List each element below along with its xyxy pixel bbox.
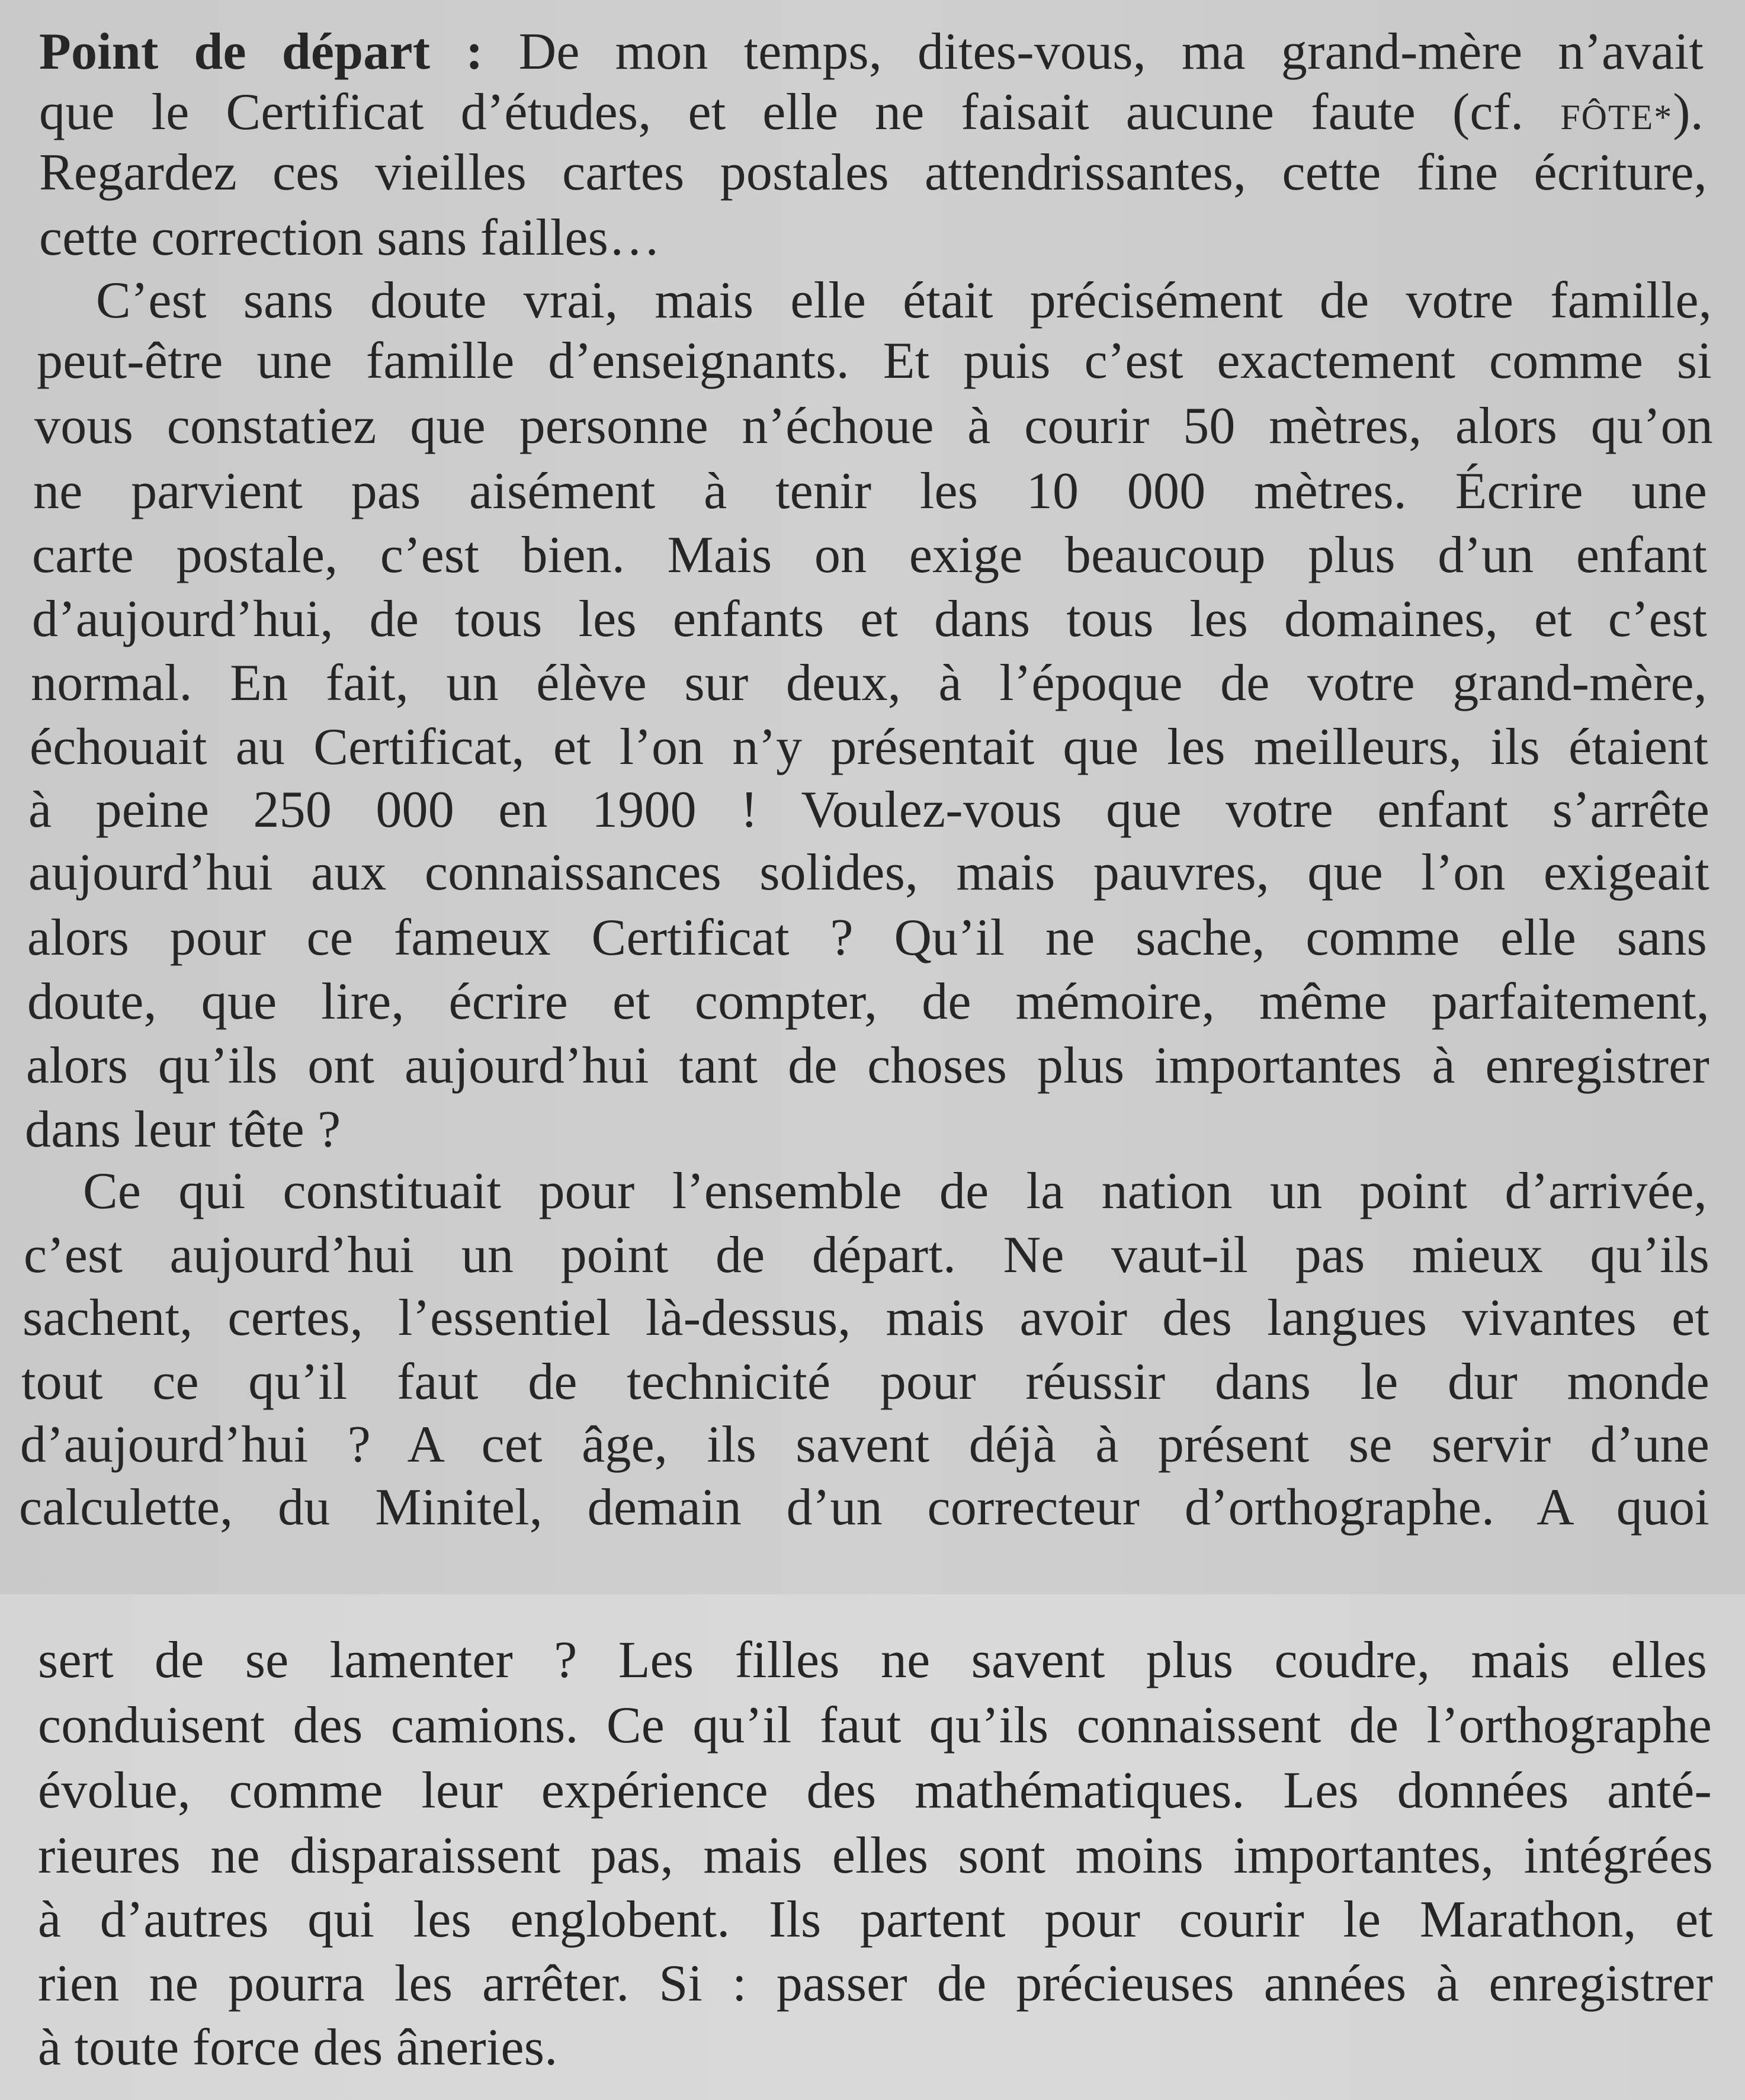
line-text: aujourd’hui aux connaissances solides, mais pauvres, que l’on exigeait [28, 844, 1709, 901]
line-text: vous constatiez que personne n’échoue à courir 50 mètres, alors qu’on [34, 397, 1713, 455]
line-text: cette correction sans failles… [39, 209, 661, 266]
line-text: doute, que lire, écrire et compter, de mémoire, même parfaitement, [27, 973, 1709, 1030]
text-line [0, 462, 1745, 521]
line-text: sachent, certes, l’essentiel là-dessus, mais avoir des langues vivantes et [23, 1289, 1709, 1347]
line-text: ). [1673, 84, 1704, 141]
text-line [0, 781, 1745, 840]
line-text: rieures ne disparaissent pas, mais elles sont moins importantes, intégrées [38, 1827, 1713, 1884]
line-text: échouait au Certificat, et l’on n’y présentait que les meilleurs, ils étaient [30, 718, 1708, 776]
cross-reference: FÔTE* [1560, 98, 1673, 137]
text-line [0, 1696, 1745, 1755]
text-line [0, 397, 1745, 456]
text-line [0, 1289, 1745, 1348]
line-text: C’est sans doute vrai, mais elle était précisément de votre famille, [96, 272, 1712, 329]
line-text: Regardez ces vieilles cartes postales attendrissantes, cette fine écriture, [39, 144, 1707, 201]
line-text: que le Certificat d’études, et elle ne faisait aucune faute (cf. [39, 84, 1561, 141]
text-line [0, 1100, 1745, 1160]
page-lower-section [0, 1594, 1745, 2100]
text-line [0, 908, 1745, 968]
line-text: conduisent des camions. Ce qu’il faut qu’ils connaissent de l’orthographe [38, 1697, 1712, 1754]
text-line [0, 1954, 1745, 2014]
line-text: calculette, du Minitel, demain d’un correcteur d’orthographe. A quoi [19, 1479, 1709, 1536]
text-line [0, 718, 1745, 777]
line-text: peut-être une famille d’enseignants. Et puis c’est exactement comme si [37, 332, 1712, 390]
text-line [0, 271, 1745, 330]
line-text: tout ce qu’il faut de technicité pour réussir dans le dur monde [21, 1353, 1709, 1411]
text-line [0, 2018, 1745, 2077]
line-text: c’est aujourd’hui un point de départ. Ne vaut-il pas mieux qu’ils [24, 1226, 1709, 1284]
line-text: d’aujourd’hui ? A cet âge, ils savent déjà à présent se servir d’une [20, 1416, 1709, 1473]
text-line [0, 843, 1745, 903]
lead-heading: Point de départ : [39, 23, 483, 81]
text-line [0, 972, 1745, 1032]
text-line [0, 1036, 1745, 1096]
text-line [0, 1631, 1745, 1690]
text-line [0, 23, 1745, 82]
text-line [0, 526, 1745, 585]
text-line [0, 1162, 1745, 1221]
line-text: dans leur tête ? [25, 1101, 341, 1158]
line-text: rien ne pourra les arrêter. Si : passer de précieuses années à enregistrer [38, 1955, 1713, 2012]
text-line [0, 208, 1745, 268]
line-text: ne parvient pas aisément à tenir les 10 000 mètres. Écrire une [33, 463, 1707, 520]
text-line [0, 1826, 1745, 1886]
text-line [0, 1478, 1745, 1537]
line-text: à toute force des âneries. [38, 2019, 558, 2076]
line-text: alors pour ce fameux Certificat ? Qu’il ne sache, comme elle sans [27, 909, 1707, 966]
text-line [0, 83, 1745, 142]
line-text: De mon temps, dites-vous, ma grand-mère n’avait [518, 23, 1704, 81]
line-text: à d’autres qui les englobent. Ils partent pour courir le Marathon, et [38, 1891, 1713, 1948]
text-line [0, 1415, 1745, 1475]
line-text: Ce qui constituait pour l’ensemble de la nation un point d’arrivée, [83, 1163, 1707, 1220]
line-text: d’aujourd’hui, de tous les enfants et dans tous les domaines, et c’est [32, 590, 1707, 648]
text-line [0, 1226, 1745, 1285]
text-line [0, 654, 1745, 713]
text-line [0, 1761, 1745, 1820]
line-text: évolue, comme leur expérience des mathématiques. Les données anté- [38, 1762, 1712, 1819]
line-text: normal. En fait, un élève sur deux, à l’époque de votre grand-mère, [31, 654, 1707, 712]
text-line [0, 590, 1745, 649]
text-line [0, 1353, 1745, 1412]
line-text: à peine 250 000 en 1900 ! Voulez-vous que votre enfant s’arrête [28, 781, 1709, 839]
line-text: alors qu’ils ont aujourd’hui tant de choses plus importantes à enregistrer [26, 1037, 1709, 1094]
text-line [0, 332, 1745, 391]
line-text: sert de se lamenter ? Les filles ne savent plus coudre, mais elles [38, 1632, 1707, 1689]
line-text: carte postale, c’est bien. Mais on exige beaucoup plus d’un enfant [32, 526, 1707, 584]
text-line [0, 143, 1745, 203]
text-line [0, 1890, 1745, 1950]
